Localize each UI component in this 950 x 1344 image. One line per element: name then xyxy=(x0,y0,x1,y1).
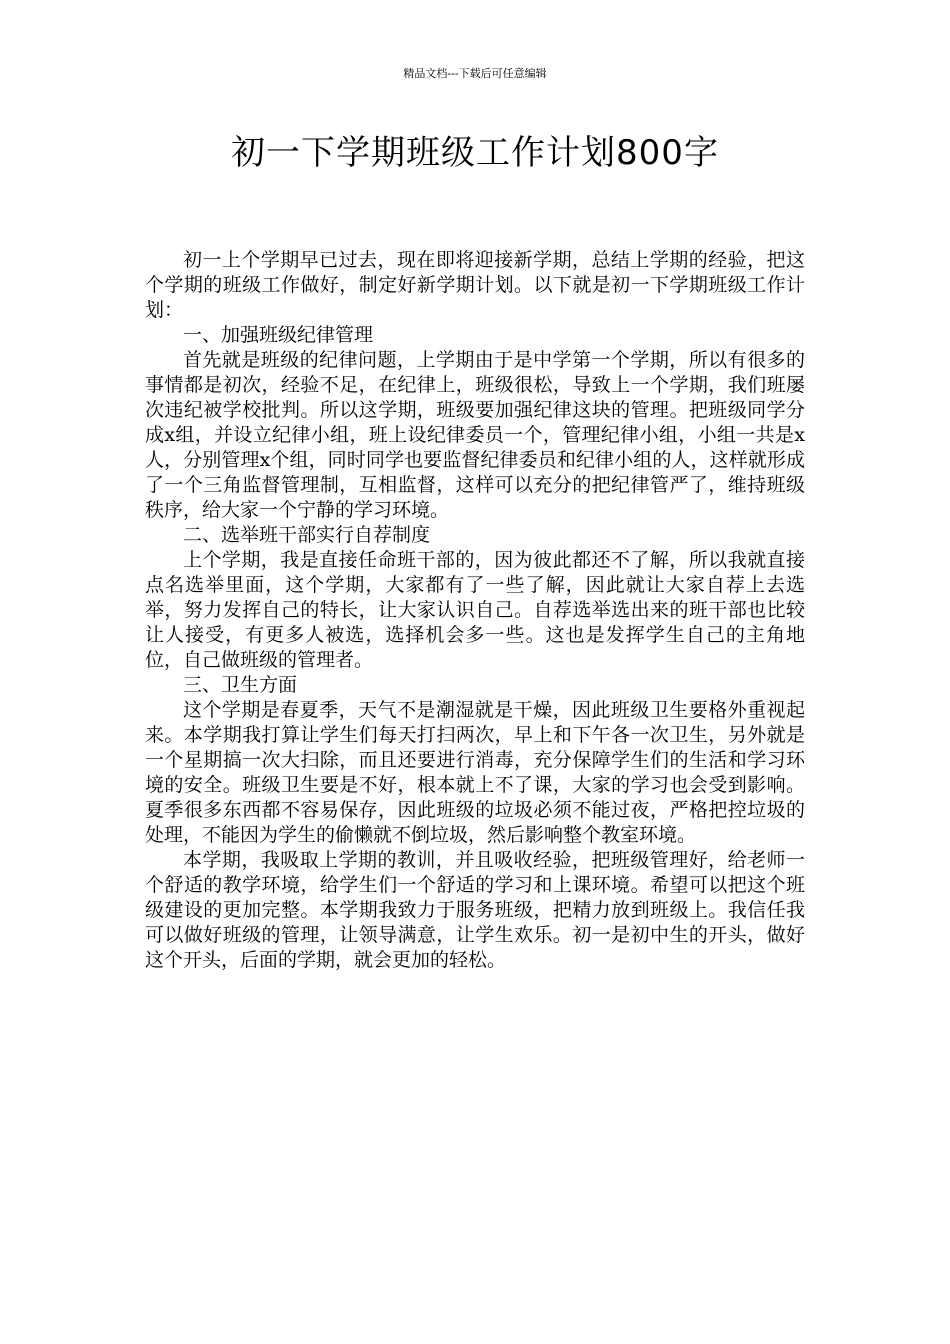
paragraph-intro: 初一上个学期早已过去，现在即将迎接新学期，总结上学期的经验，把这个学期的班级工作做好，制定好新学期计划。以下就是初一下学期班级工作计划： xyxy=(145,249,805,321)
section-heading-election: 二、选举班干部实行自荐制度 xyxy=(183,524,431,546)
section-heading-hygiene: 三、卫生方面 xyxy=(183,674,298,696)
document-title: 初一下学期班级工作计划800字 xyxy=(231,133,719,173)
paragraph-discipline: 首先就是班级的纪律问题，上学期由于是中学第一个学期，所以有很多的事情都是初次，经验不足，在纪律上，班级很松，导致上一个学期，我们班屡次违纪被学校批判。所以这学期，班级要加强纪律这块的管理。把班级同学分成x组，并设立纪律小组，班上设纪律委员一个，管理纪律小组，小组一共是x人，分别管理x个组，同时同学也要监督纪律委员和纪律小组的人，这样就形成了一个三角监督管理制，互相监督，这样可以充分的把纪律管严了，维持班级秩序，给大家一个宁静的学习环境。 xyxy=(145,349,805,521)
document-body xyxy=(145,248,805,973)
paragraph-hygiene: 这个学期是春夏季，天气不是潮湿就是干燥，因此班级卫生要格外重视起来。本学期我打算让学生们每天打扫两次，早上和下午各一次卫生，另外就是一个星期搞一次大扫除，而且还要进行消毒，充分保障学生们的生活和学习环境的安全。班级卫生要是不好，根本就上不了课，大家的学习也会受到影响。夏季很多东西都不容易保存，因此班级的垃圾必须不能过夜，严格把控垃圾的处理，不能因为学生的偷懒就不倒垃圾，然后影响整个教室环境。 xyxy=(145,699,805,846)
paragraph-election: 上个学期，我是直接任命班干部的，因为彼此都还不了解，所以我就直接点名选举里面，这个学期，大家都有了一些了解，因此就让大家自荐上去选举，努力发挥自己的特长，让大家认识自己。自荐选举选出来的班干部也比较让人接受，有更多人被选，选择机会多一些。这也是发挥学生自己的主角地位，自己做班级的管理者。 xyxy=(145,549,805,671)
section-heading-discipline: 一、加强班级纪律管理 xyxy=(183,324,374,346)
header-note: 精品文档---下载后可任意编辑 xyxy=(403,67,547,80)
paragraph-conclusion: 本学期，我吸取上学期的教训，并且吸收经验，把班级管理好，给老师一个舒适的教学环境，给学生们一个舒适的学习和上课环境。希望可以把这个班级建设的更加完整。本学期我致力于服务班级，把精力放到班级上。我信任我可以做好班级的管理，让领导满意，让学生欢乐。初一是初中生的开头，做好这个开头，后面的学期，就会更加的轻松。 xyxy=(145,849,805,971)
